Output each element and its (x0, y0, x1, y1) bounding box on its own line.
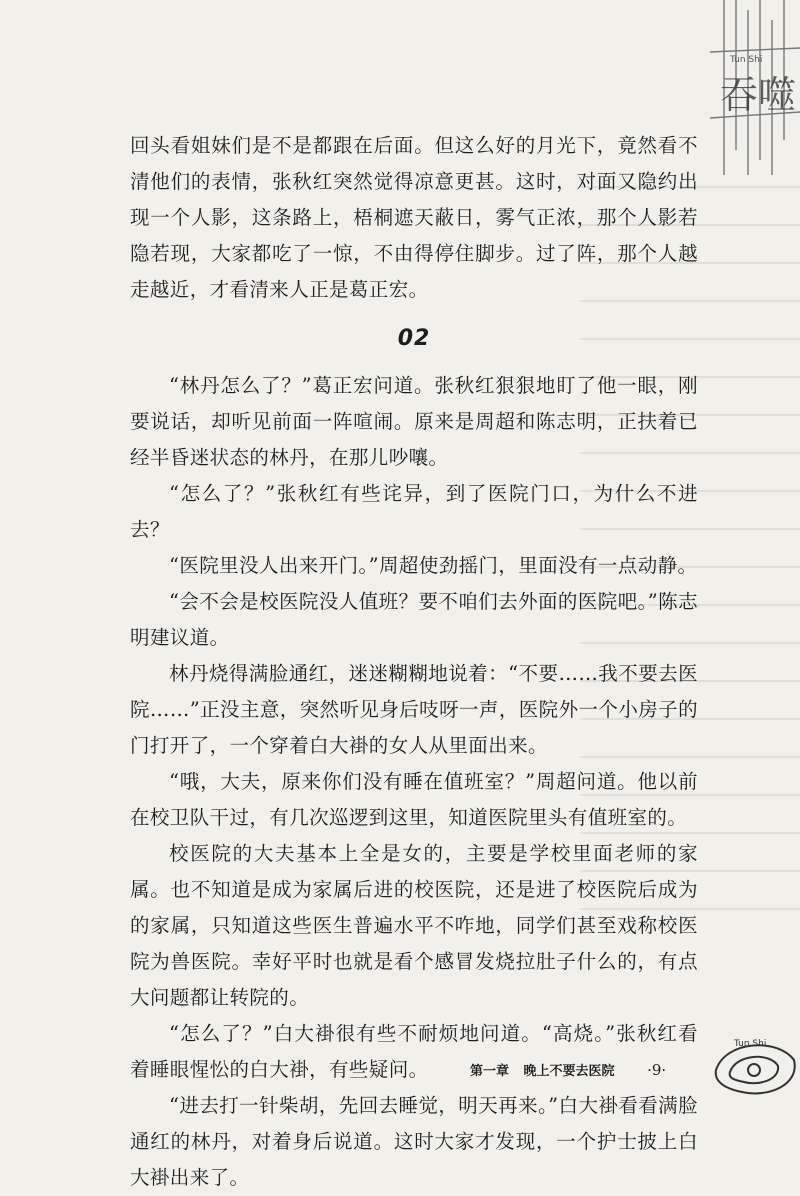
chapter-label: 第一章 (470, 1064, 510, 1079)
page-footer (470, 1060, 690, 1079)
page-number: ·9· (647, 1061, 667, 1079)
paragraph: “怎么了？”张秋红有些诧异，到了医院门口，为什么不进去？ (130, 482, 698, 541)
footer-logo-art (708, 1030, 800, 1100)
paragraph: “哦，大夫，原来你们没有睡在值班室？”周超问道。他以前在校卫队干过，有几次巡逻到这里，知道医院里头有值班室的。 (130, 770, 698, 829)
corner-logo-title: 吞噬 (720, 73, 797, 117)
section-number: 02 (397, 326, 431, 351)
paragraph: “怎么了？”白大褂很有些不耐烦地问道。“高烧。”张秋红看着睡眼惺忪的白大褂，有些疑问。 (130, 1022, 698, 1081)
corner-logo-art (710, 0, 800, 175)
chapter-title: 晚上不要去医院 (523, 1064, 615, 1079)
paragraph: 校医院的大夫基本上全是女的，主要是学校里面老师的家属。也不知道是成为家属后进的校医院，还是进了校医院后成为的家属，只知道这些医生普遍水平不咋地，同学们甚至戏称校医院为兽医院。幸好平时也就是看个感冒发烧拉肚子什么的，有点大问题都让转院的。 (130, 842, 698, 1009)
body-text (130, 128, 698, 1196)
paragraph: 林丹烧得满脸通红，迷迷糊糊地说着：“不要……我不要去医院……”正没主意，突然听见身后吱呀一声，医院外一个小房子的门打开了，一个穿着白大褂的女人从里面出来。 (130, 662, 698, 757)
corner-logo-small-text: Tun Shi (730, 55, 763, 65)
paragraph-continued: 回头看姐妹们是不是都跟在后面。但这么好的月光下，竟然看不清他们的表情，张秋红突然觉得凉意更甚。这时，对面又隐约出现一个人影，这条路上，梧桐遮天蔽日，雾气正浓，那个人影若隐若现，大家都吃了一惊，不由得停住脚步。过了阵，那个人越走越近，才看清来人正是葛正宏。 (130, 134, 698, 301)
footer-logo-text: Tun Shi (734, 1039, 767, 1049)
paragraph: “林丹怎么了？”葛正宏问道。张秋红狠狠地盯了他一眼，刚要说话，却听见前面一阵喧闹。原来是周超和陈志明，正扶着已经半昏迷状态的林丹，在那儿吵嚷。 (130, 374, 698, 469)
paragraph: “医院里没人出来开门。”周超使劲摇门，里面没有一点动静。 (169, 554, 698, 577)
paragraph: “会不会是校医院没人值班？要不咱们去外面的医院吧。”陈志明建议道。 (130, 590, 698, 649)
paragraph: “进去打一针柴胡，先回去睡觉，明天再来。”白大褂看看满脸通红的林丹，对着身后说道。这时大家才发现，一个护士披上白大褂出来了。 (130, 1094, 698, 1189)
